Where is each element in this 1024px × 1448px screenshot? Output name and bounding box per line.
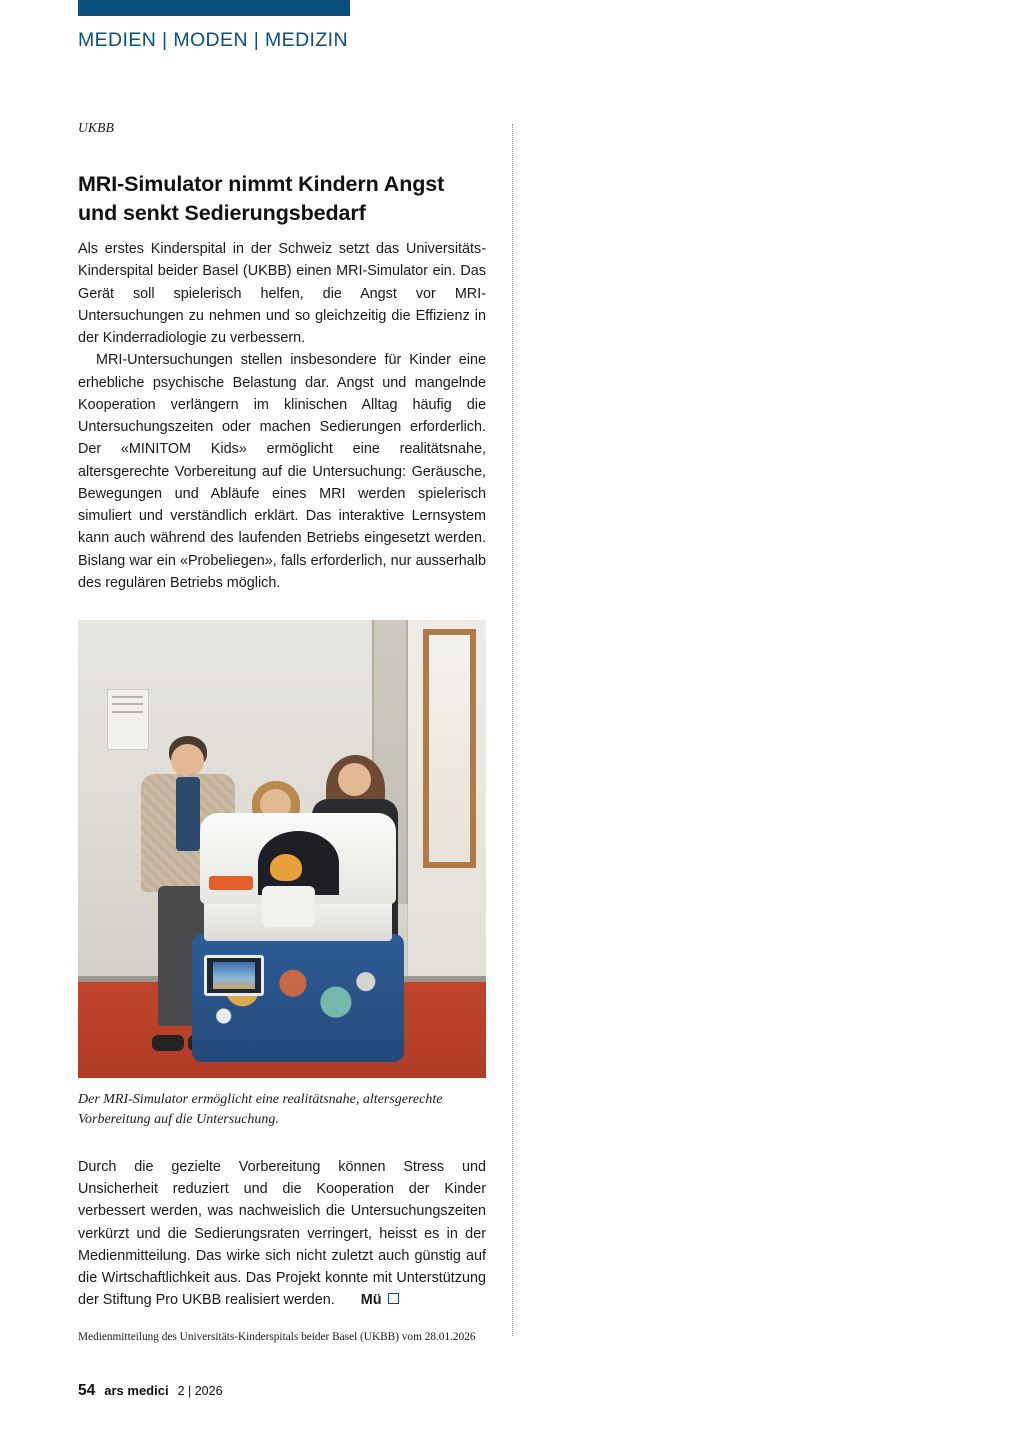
- page-title: MRI-Simulator nimmt Kindern Angst und senkt Sedierungsbedarf: [78, 172, 445, 225]
- page-footer: [78, 1382, 223, 1400]
- end-mark-icon: [388, 1293, 399, 1304]
- article-paragraph-1: Als erstes Kinderspital in der Schweiz setzt das Universitäts-Kinderspital beider Basel (UKBB) einen MRI-Simulator ein. Das Gerät soll spielerisch helfen, die Angst vor MRI-Untersuchungen zu nehmen und so gleichzeitig die Effizienz in der Kinderradiologie zu verbessern.: [78, 241, 486, 347]
- source-note: Medienmitteilung des Universitäts-Kinderspitals beider Basel (UKBB) vom 28.01.2026: [78, 1330, 476, 1343]
- mri-simulator-pillow: [262, 886, 315, 927]
- article-column: [78, 120, 486, 1345]
- column-divider: [512, 124, 513, 1336]
- mri-simulator-base: [192, 934, 404, 1062]
- journal-name: ars medici: [104, 1383, 169, 1398]
- page-number: 54: [78, 1382, 96, 1399]
- article-paragraph-2: MRI-Untersuchungen stellen insbesondere für Kinder eine erhebliche psychische Belastung dar. Angst und mangelnde Kooperation verlängern im klinischen Alltag häufig die Untersuchungszeiten oder machen Sedierungen erforderlich. Der «MINITOM Kids» ermöglicht eine realitätsnahe, altersgerechte Vorbereitung auf die Untersuchung: Geräusche, Bewegungen und Abläufe eines MRI werden spielerisch simuliert und verständlich erklärt. Das interaktive Lernsystem kann auch während des laufenden Betriebs eingesetzt werden. Bislang war ein «Probeliegen», falls erforderlich, nur ausserhalb des regulären Betriebs möglich.: [78, 352, 486, 591]
- header-accent-bar: [78, 0, 350, 16]
- rubric-title: MEDIEN | MODEN | MEDIZIN: [78, 29, 348, 51]
- mri-simulator-screen: [204, 955, 263, 995]
- issue-info: 2 | 2026: [177, 1384, 223, 1398]
- article-photo: [78, 620, 486, 1078]
- mri-simulator-toy: [270, 854, 303, 881]
- article-paragraph-3-text: Durch die gezielte Vorbereitung können Stress und Unsicherheit reduziert und die Kooperation der Kinder verbessert werden, was nachweislich die Untersuchungszeiten verkürzt und die Sedierungsraten verringert, heisst es in der Medienmitteilung. Das wirke sich nicht zuletzt auch günstig auf die Wirtschaftlichkeit aus. Das Projekt konnte mit Unterstützung der Stiftung Pro UKBB realisiert werden.: [78, 1158, 486, 1309]
- mri-simulator-label-strip: [209, 876, 254, 891]
- article-paragraph-3: [78, 1156, 486, 1312]
- article-kicker: UKBB: [78, 120, 115, 135]
- photo-caption: Der MRI-Simulator ermöglicht eine realitätsnahe, altersgerechte Vorbereitung auf die Untersuchung.: [78, 1092, 443, 1128]
- photo-window: [423, 629, 476, 867]
- article-byline: Mü: [360, 1292, 382, 1309]
